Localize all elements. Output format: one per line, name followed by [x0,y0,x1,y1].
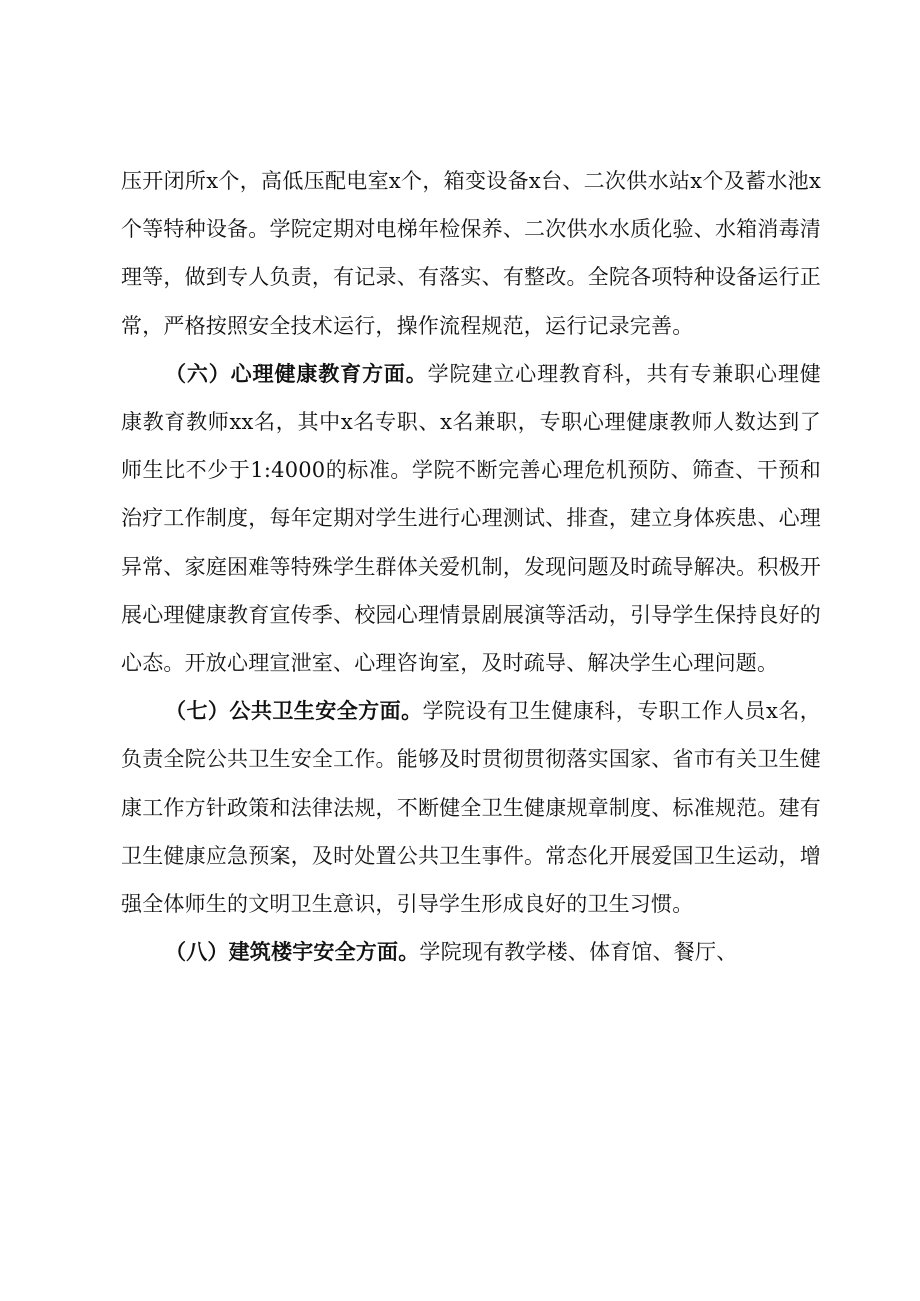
paragraph-public-health [121,687,821,928]
paragraph-building-safety [121,928,821,976]
paragraph-special-equipment [121,157,821,350]
section-heading-8: （八）建筑楼宇安全方面。 [165,939,420,965]
paragraph-mental-health [121,350,821,687]
section-heading-7: （七）公共卫生安全方面。 [165,698,423,724]
paragraph-text: 学院建立心理教育科，共有专兼职心理健康教育教师xx名，其中x名专职、x名兼职，专职心理健康教师人数达到了师生比不少于1:4000的标准。学院不断完善心理危机预防、筛查、干预和治疗工作制度，每年定期对学生进行心理测试、排查，建立身体疾患、心理异常、家庭困难等特殊学生群体关爱机制，发现问题及时疏导解决。积极开展心理健康教育宣传季、校园心理情景剧展演等活动，引导学生保持良好的心态。开放心理宣泄室、心理咨询室，及时疏导、解决学生心理问题。 [121,361,821,676]
document-body [121,157,821,976]
paragraph-text: 学院设有卫生健康科，专职工作人员x名，负责全院公共卫生安全工作。能够及时贯彻贯彻落实国家、省市有关卫生健康工作方针政策和法律法规，不断健全卫生健康规章制度、标准规范。建有卫生健康应急预案，及时处置公共卫生事件。常态化开展爱国卫生运动，增强全体师生的文明卫生意识，引导学生形成良好的卫生习惯。 [121,699,821,917]
section-heading-6: （六）心理健康教育方面。 [165,360,428,386]
paragraph-text: 压开闭所x个，高低压配电室x个，箱变设备x台、二次供水站x个及蓄水池x个等特种设备。学院定期对电梯年检保养、二次供水水质化验、水箱消毒清理等，做到专人负责，有记录、有落实、有整改。全院各项特种设备运行正常，严格按照安全技术运行，操作流程规范，运行记录完善。 [121,169,821,338]
paragraph-text: 学院现有教学楼、体育馆、餐厅、 [419,940,738,965]
